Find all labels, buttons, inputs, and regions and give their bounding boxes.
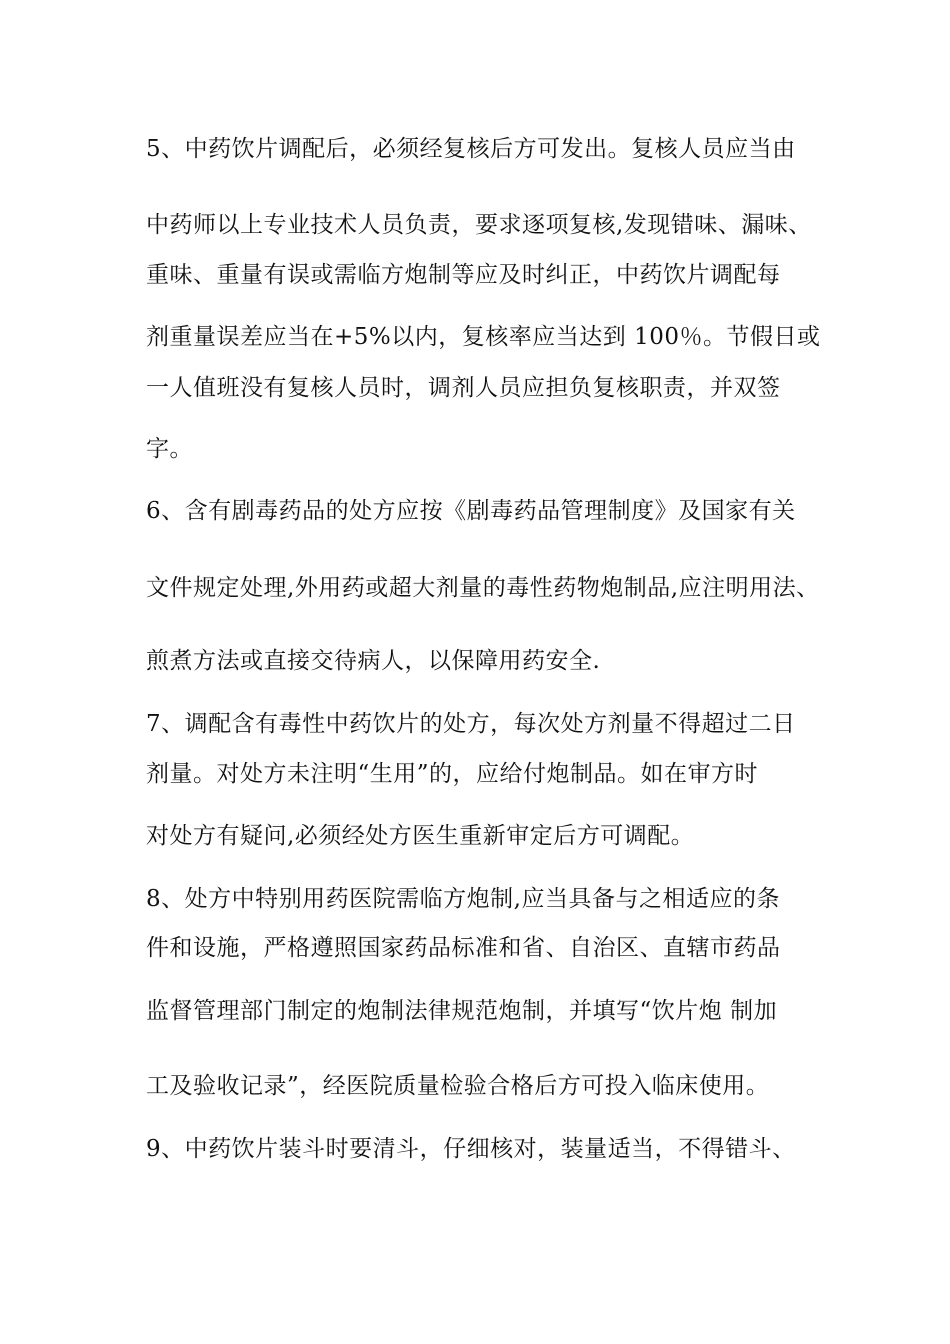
text-line: 工及验收记录”，经医院质量检验合格后方可投入临床使用。 [146, 1073, 770, 1099]
text-line: 对处方有疑问,必须经处方医生重新审定后方可调配。 [146, 823, 695, 849]
text-line: 5、中药饮片调配后，必须经复核后方可发出。复核人员应当由 [146, 136, 796, 162]
text-line: 煎煮方法或直接交待病人，以保障用药安全. [146, 648, 601, 674]
text-line: 件和设施，严格遵照国家药品标准和省、自治区、直辖市药品 [146, 935, 781, 961]
text-line: 字。 [146, 436, 193, 462]
text-line: 一人值班没有复核人员时，调剂人员应担负复核职责，并双签 [146, 375, 781, 401]
text-line: 中药师以上专业技术人员负责，要求逐项复核,发现错味、漏味、 [146, 212, 812, 238]
text-line: 6、含有剧毒药品的处方应按《剧毒药品管理制度》及国家有关 [146, 498, 796, 524]
text-line: 剂量。对处方未注明“生用”的，应给付炮制品。如在审方时 [146, 761, 759, 787]
text-line: 9、中药饮片装斗时要清斗，仔细核对，装量适当，不得错斗、 [146, 1136, 796, 1162]
text-line: 剂重量误差应当在+5%以内，复核率应当达到 100％。节假日或 [146, 324, 821, 350]
text-line: 7、调配含有毒性中药饮片的处方，每次处方剂量不得超过二日 [146, 711, 796, 737]
text-line: 监督管理部门制定的炮制法律规范炮制，并填写“饮片炮 制加 [146, 998, 778, 1024]
text-line: 重味、重量有误或需临方炮制等应及时纠正，中药饮片调配每 [146, 262, 781, 288]
text-line: 8、处方中特别用药医院需临方炮制,应当具备与之相适应的条 [146, 886, 780, 912]
text-line: 文件规定处理,外用药或超大剂量的毒性药物炮制品,应注明用法、 [146, 575, 820, 601]
